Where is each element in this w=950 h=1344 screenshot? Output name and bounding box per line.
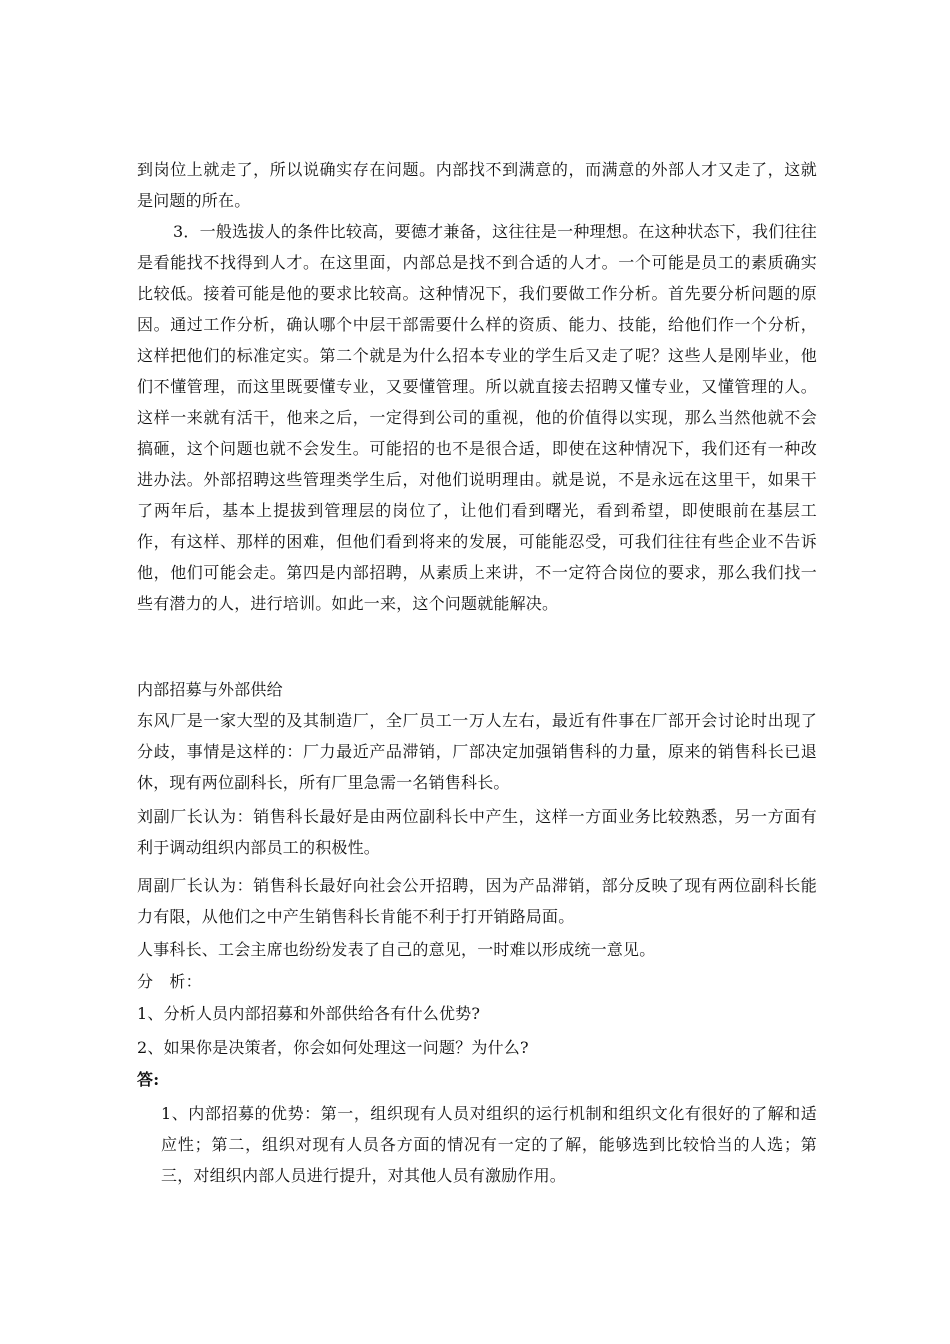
- paragraph-continuation: 到岗位上就走了，所以说确实存在问题。内部找不到满意的，而满意的外部人才又走了，这就是问题的所在。: [137, 160, 817, 210]
- case-paragraph-2: 刘副厂长认为：销售科长最好是由两位副科长中产生，这样一方面业务比较熟悉，另一方面有利于调动组织内部员工的积极性。: [137, 807, 817, 857]
- case-paragraph-1: 东风厂是一家大型的及其制造厂，全厂员工一万人左右，最近有件事在厂部开会讨论时出现了 分歧，事情是这样的：厂力最近产品滞销，厂部决定加强销售科的力量，原来的销售科长已退休，现有两位副科长，所有厂里急需一名销售科长。: [137, 711, 817, 792]
- answer-1: 1、内部招募的优势：第一，组织现有人员对组织的运行机制和组织文化有很好的了解和适应性；第二，组织对现有人员各方面的情况有一定的了解，能够选到比较恰当的人选；第三，对组织内部人员进行提升，对其他人员有激励作用。: [161, 1104, 817, 1185]
- question-2: 2、如果你是决策者，你会如何处理这一问题？为什么?: [137, 1038, 529, 1057]
- question-1: 1、分析人员内部招募和外部供给各有什么优势?: [137, 1004, 481, 1023]
- analysis-label: 分 析：: [137, 972, 202, 991]
- case-paragraph-4: 人事科长、工会主席也纷纷发表了自己的意见，一时难以形成统一意见。: [137, 940, 656, 959]
- case-title: 内部招募与外部供给: [137, 680, 283, 699]
- paragraph-point-3: 3．一般选拔人的条件比较高，要德才兼备，这往往是一种理想。在这种状态下，我们往往是看能找不找得到人才。在这里面，内部总是找不到合适的人才。一个可能是员工的素质确实比较低。接着可能是他的要求比较高。这种情况下，我们要做工作分析。首先要分析问题的原因。通过工作分析，确认哪个中层干部需要什么样的资质、能力、技能，给他们作一个分析，这样把他们的标准定实。第二个就是为什么招本专业的学生后又走了呢？这些人是刚毕业，他们不懂管理，而这里既要懂专业，又要懂管理。所以就直接去招聘又懂专业，又懂管理的人。这样一来就有活干，他来之后，一定得到公司的重视，他的价值得以实现，那么当然他就不会搞砸，这个问题也就不会发生。可能招的也不是很合适，即使在这种情况下，我们还有一种改进办法。外部招聘这些管理类学生后，对他们说明理由。就是说，不是永远在这里干，如果干了两年后，基本上提拔到管理层的岗位了，让他们看到曙光，看到希望，即使眼前在基层工作，有这样、那样的困难，但他们看到将来的发展，可能能忍受，可我们往往有些企业不告诉他，他们可能会走。第四是内部招聘，从素质上来讲，不一定符合岗位的要求，那么我们找一些有潜力的人，进行培训。如此一来，这个问题就能解决。: [137, 222, 817, 613]
- case-paragraph-3: 周副厂长认为：销售科长最好向社会公开招聘，因为产品滞销，部分反映了现有两位副科长能力有限，从他们之中产生销售科长肯能不利于打开销路局面。: [137, 876, 817, 926]
- answer-label: 答:: [137, 1070, 160, 1089]
